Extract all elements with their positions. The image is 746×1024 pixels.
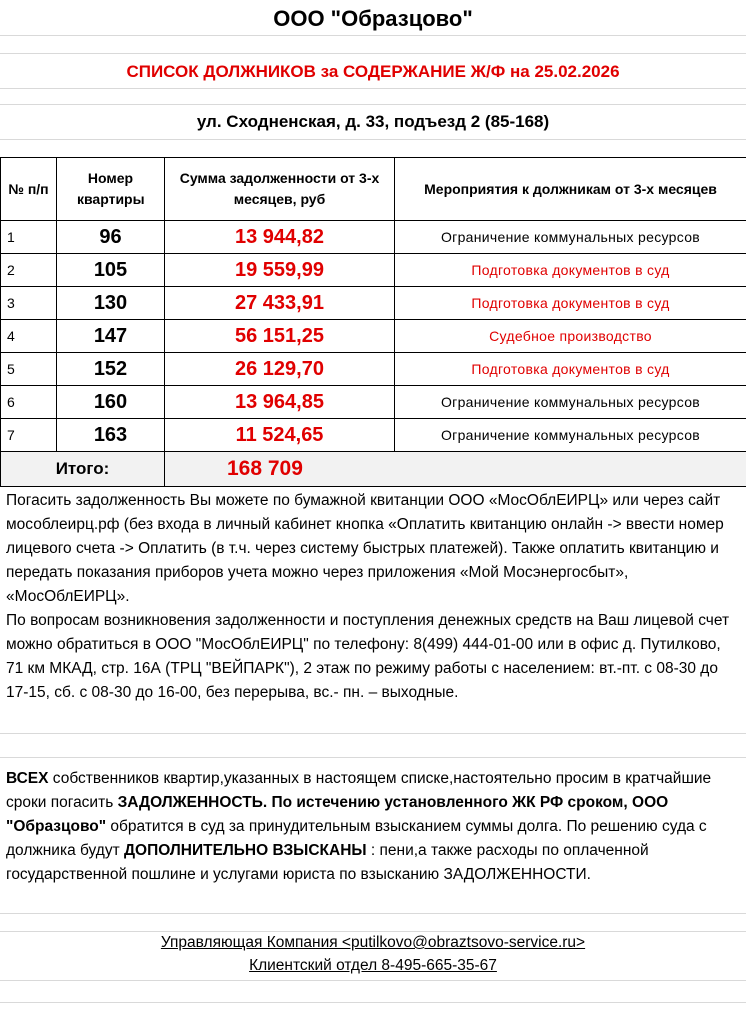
row-number: 4 — [1, 320, 57, 353]
contact-info: По вопросам возникновения задолженности и поступления денежных средств на Ваш лицевой счет можно обратиться в ООО "МосОблЕИРЦ" по телефону: 8(499) 444-01-00 или в офис д. Путилково, 71 км МКАД, стр. 16А (ТРЦ "ВЕЙПАРК"), 2 этаж по режиму работы с населением: вт.-пт. с 08-30 до 17-15, сб. с 08-30 до 16-00, без перерыва, вс.- пн. – выходные. — [6, 612, 730, 701]
warning-bold-3: ДОПОЛНИТЕЛЬНО ВЗЫСКАНЫ — [123, 842, 367, 859]
apartment-number: 105 — [57, 254, 165, 287]
warning-text-2: обратится в суд за принудительным взысканием суммы долга. По решению суда с должника будут — [6, 818, 707, 859]
debt-action: Подготовка документов в суд — [395, 254, 746, 287]
payment-info: Погасить задолженность Вы можете по бумажной квитанции ООО «МосОблЕИРЦ» или через сайт мособлеирц.рф (без входа в личный кабинет кнопка «Оплатить квитанцию онлайн -> ввести номер лицевого счета -> Оплатить (в т.ч. через систему быстрых платежей). Также оплатить квитанцию и передать показания приборов учета можно через приложения «Мой Мосэнергосбыт», «МосОблЕИРЦ». — [6, 492, 724, 605]
debt-action: Подготовка документов в суд — [395, 353, 746, 386]
table-header-row — [1, 158, 746, 221]
debt-amount: 13 964,85 — [165, 386, 395, 419]
row-number: 1 — [1, 221, 57, 254]
row-number: 2 — [1, 254, 57, 287]
debt-amount: 26 129,70 — [165, 353, 395, 386]
row-number: 3 — [1, 287, 57, 320]
debt-action: Судебное производство — [395, 320, 746, 353]
debtors-table — [0, 157, 746, 487]
apartment-number: 147 — [57, 320, 165, 353]
table-row — [1, 287, 746, 320]
debt-action: Ограничение коммунальных ресурсов — [395, 419, 746, 452]
debt-amount: 56 151,25 — [165, 320, 395, 353]
header-apartment: Номер квартиры — [57, 158, 165, 221]
list-title: СПИСОК ДОЛЖНИКОВ за СОДЕРЖАНИЕ Ж/Ф на 25.02.2026 — [126, 62, 620, 81]
warning-text-3: : пени,а также расходы по оплаченной государственной пошлине и услугами юриста по взысканию ЗАДОЛЖЕННОСТИ. — [6, 842, 649, 883]
debt-amount: 27 433,91 — [165, 287, 395, 320]
apartment-number: 163 — [57, 419, 165, 452]
footer-company-email[interactable]: Управляющая Компания <putilkovo@obraztsovo-service.ru> — [160, 934, 586, 951]
header-amount: Сумма задолженности от 3-х месяцев, руб — [165, 158, 395, 221]
debt-warning — [6, 767, 740, 887]
table-row — [1, 386, 746, 419]
debt-amount: 19 559,99 — [165, 254, 395, 287]
apartment-number: 160 — [57, 386, 165, 419]
apartment-number: 96 — [57, 221, 165, 254]
debt-amount: 11 524,65 — [165, 419, 395, 452]
header-actions: Мероприятия к должникам от 3-х месяцев — [395, 158, 746, 221]
debt-action: Подготовка документов в суд — [395, 287, 746, 320]
apartment-number: 152 — [57, 353, 165, 386]
debt-amount: 13 944,82 — [165, 221, 395, 254]
total-label: Итого: — [1, 452, 165, 487]
warning-text-1: собственников квартир,указанных в настоящем списке,настоятельно просим в кратчайшие сроки погасить — [6, 770, 712, 811]
total-row — [1, 452, 746, 487]
table-row — [1, 419, 746, 452]
row-number: 5 — [1, 353, 57, 386]
debt-action: Ограничение коммунальных ресурсов — [395, 221, 746, 254]
building-address: ул. Сходненская, д. 33, подъезд 2 (85-168) — [196, 112, 550, 131]
warning-bold-2: ЗАДОЛЖЕННОСТЬ. По истечению установленного ЖК РФ сроком, ООО "Образцово" — [6, 794, 669, 835]
header-num: № п/п — [1, 158, 57, 221]
row-number: 6 — [1, 386, 57, 419]
company-name: ООО "Образцово" — [273, 6, 473, 31]
warning-bold-1: ВСЕХ — [6, 770, 49, 787]
table-row — [1, 221, 746, 254]
row-number: 7 — [1, 419, 57, 452]
footer-client-dept-phone[interactable]: Клиентский отдел 8-495-665-35-67 — [249, 957, 497, 974]
apartment-number: 130 — [57, 287, 165, 320]
table-row — [1, 254, 746, 287]
table-row — [1, 320, 746, 353]
table-row — [1, 353, 746, 386]
total-sum: 168 709 — [165, 452, 746, 487]
debt-action: Ограничение коммунальных ресурсов — [395, 386, 746, 419]
